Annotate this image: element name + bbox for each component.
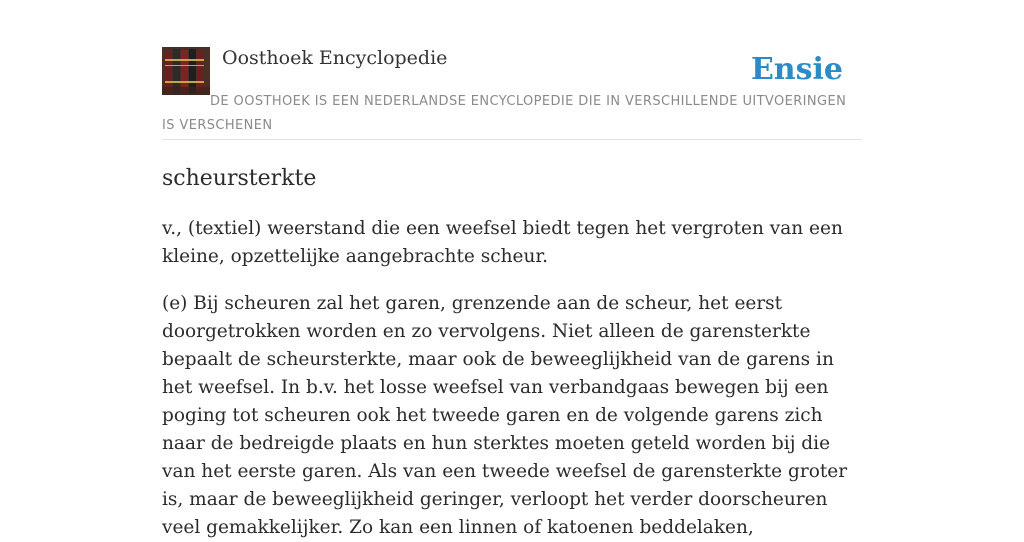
article-paragraph: (e) Bij scheuren zal het garen, grenzende aan de scheur, het eerst doorgetrokken worden en zo vervolgens. Niet alleen de garensterkte bepaalt de scheursterkte, maar ook de beweeglijkheid van de garens in het weefsel. In b.v. het losse weefsel van verbandgaas bewegen bij een poging tot scheuren ook het tweede garen en de volgende garens zich naar de bedreigde plaats en hun sterktes moeten geteld worden bij die van het eerste garen. Als van een tweede weefsel de garensterkte groter is, maar de beweeglijkheid geringer, verloopt het verder doorscheuren veel gemakkelijker. Zo kan een linnen of katoenen beddelaken, xyxy=(162,293,848,538)
site-name[interactable]: Oosthoek Encyclopedie xyxy=(222,47,448,69)
article-paragraph: v., (textiel) weerstand die een weefsel biedt tegen het vergroten van een kleine, opzettelijke aangebrachte scheur. xyxy=(162,218,843,267)
article-title: scheursterkte xyxy=(162,166,317,191)
brand-logo[interactable]: Ensie xyxy=(750,52,843,87)
book-spines-icon[interactable] xyxy=(162,47,210,95)
site-header xyxy=(162,44,862,140)
header-divider xyxy=(162,139,862,140)
site-tagline: DE OOSTHOEK IS EEN NEDERLANDSE ENCYCLOPEDIE DIE IN VERSCHILLENDE UITVOERINGEN IS VERSCHENEN xyxy=(162,94,847,133)
article xyxy=(162,160,862,542)
